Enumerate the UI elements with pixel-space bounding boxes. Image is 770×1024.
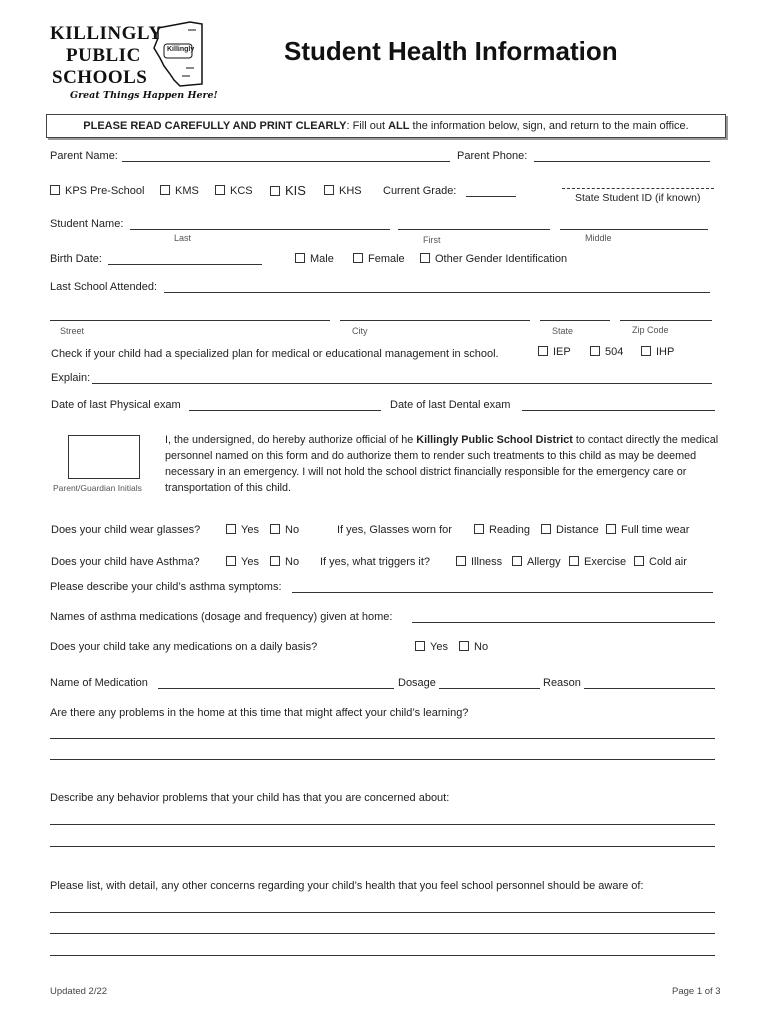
- last-name-field[interactable]: [130, 229, 390, 230]
- checkbox-icon[interactable]: [569, 556, 579, 566]
- page-number: Page 1 of 3: [672, 986, 721, 997]
- checkbox-icon[interactable]: [226, 556, 236, 566]
- home-problems-line[interactable]: [50, 759, 715, 760]
- parent-name-label: Parent Name:: [50, 150, 118, 162]
- current-grade-label: Current Grade:: [383, 185, 457, 197]
- checkbox-icon[interactable]: [160, 185, 170, 195]
- birth-date-label: Birth Date:: [50, 253, 102, 265]
- asthma-yes[interactable]: Yes: [226, 556, 259, 568]
- asthma-option[interactable]: Exercise: [569, 556, 626, 568]
- instructions-all: ALL: [388, 120, 410, 132]
- glasses-question: Does your child wear glasses?: [51, 524, 201, 536]
- school-option[interactable]: KCS: [215, 185, 253, 197]
- checkbox-icon[interactable]: [324, 185, 334, 195]
- state-field[interactable]: [540, 320, 610, 321]
- first-caption: First: [423, 235, 441, 245]
- asthma-followup: If yes, what triggers it?: [320, 556, 431, 568]
- parent-phone-field[interactable]: [534, 161, 710, 162]
- daily-meds-no[interactable]: No: [459, 641, 488, 653]
- behavior-line[interactable]: [50, 846, 715, 847]
- asthma-meds-label: Names of asthma medications (dosage and frequency) given at home:: [50, 611, 393, 623]
- checkbox-icon[interactable]: [50, 185, 60, 195]
- glasses-no[interactable]: No: [270, 524, 299, 536]
- middle-caption: Middle: [585, 233, 612, 243]
- checkbox-icon[interactable]: [634, 556, 644, 566]
- medication-name-label: Name of Medication: [50, 677, 148, 689]
- asthma-option[interactable]: Illness: [456, 556, 502, 568]
- asthma-no[interactable]: No: [270, 556, 299, 568]
- birth-date-field[interactable]: [108, 264, 262, 265]
- checkbox-icon[interactable]: [270, 186, 280, 196]
- checkbox-icon[interactable]: [474, 524, 484, 534]
- checkbox-icon[interactable]: [353, 253, 363, 263]
- city-caption: City: [352, 326, 368, 336]
- instructions-box: [46, 114, 726, 138]
- plan-option[interactable]: 504: [590, 346, 623, 358]
- asthma-meds-field[interactable]: [412, 622, 715, 623]
- daily-meds-question: Does your child take any medications on a daily basis?: [50, 641, 318, 653]
- last-school-field[interactable]: [164, 292, 710, 293]
- asthma-question: Does your child have Asthma?: [51, 556, 200, 568]
- zip-field[interactable]: [620, 320, 712, 321]
- town-map-icon: [150, 18, 206, 90]
- district-name: Killingly Public School District: [416, 434, 573, 446]
- checkbox-icon[interactable]: [606, 524, 616, 534]
- street-field[interactable]: [50, 320, 330, 321]
- last-school-label: Last School Attended:: [50, 281, 158, 293]
- medication-name-field[interactable]: [158, 688, 394, 689]
- checkbox-icon[interactable]: [270, 524, 280, 534]
- checkbox-icon[interactable]: [420, 253, 430, 263]
- logo-line-3: SCHOOLS: [52, 67, 148, 88]
- updated-date: Updated 2/22: [50, 986, 108, 997]
- checkbox-icon[interactable]: [541, 524, 551, 534]
- checkbox-icon[interactable]: [641, 346, 651, 356]
- physical-exam-field[interactable]: [189, 410, 381, 411]
- concerns-line[interactable]: [50, 912, 715, 913]
- initials-caption: Parent/Guardian Initials: [53, 483, 142, 493]
- reason-label: Reason: [543, 677, 581, 689]
- daily-meds-yes[interactable]: Yes: [415, 641, 448, 653]
- concerns-line[interactable]: [50, 955, 715, 956]
- authorization-text: I, the undersigned, do hereby authorize official of he Killingly Public School District to contact directly the medical personnel named on this form and do authorize them to render such treatments to this child as may be deemed necessary in an emergency. I will not hold the school district financially responsible for the emergency care or transportation of this child.: [165, 434, 719, 494]
- reason-field[interactable]: [584, 688, 715, 689]
- checkbox-icon[interactable]: [459, 641, 469, 651]
- instructions-text-2: the information below, sign, and return to the main office.: [409, 120, 689, 132]
- home-problems-label: Are there any problems in the home at this time that might affect your child’s learning?: [50, 707, 469, 719]
- concerns-label: Please list, with detail, any other concerns regarding your child’s health that you feel school personnel should be aware of:: [50, 880, 644, 892]
- glasses-followup: If yes, Glasses worn for: [337, 524, 452, 536]
- gender-option[interactable]: Female: [353, 253, 405, 265]
- asthma-option[interactable]: Allergy: [512, 556, 561, 568]
- checkbox-icon[interactable]: [456, 556, 466, 566]
- gender-option[interactable]: Male: [295, 253, 334, 265]
- zip-caption: Zip Code: [632, 325, 669, 335]
- state-id-label: State Student ID (if known): [575, 192, 701, 204]
- city-field[interactable]: [340, 320, 530, 321]
- logo-map-label: Killingly: [167, 46, 195, 53]
- glasses-option[interactable]: Distance: [541, 524, 599, 536]
- checkbox-icon[interactable]: [538, 346, 548, 356]
- asthma-symptoms-field[interactable]: [292, 592, 713, 593]
- dental-exam-field[interactable]: [522, 410, 715, 411]
- first-name-field[interactable]: [398, 229, 550, 230]
- checkbox-icon[interactable]: [215, 185, 225, 195]
- school-option[interactable]: KHS: [324, 185, 362, 197]
- home-problems-line[interactable]: [50, 738, 715, 739]
- school-option[interactable]: KPS Pre-School: [50, 185, 144, 197]
- street-caption: Street: [60, 326, 85, 336]
- dosage-field[interactable]: [439, 688, 540, 689]
- plan-option[interactable]: IHP: [641, 346, 674, 358]
- middle-name-field[interactable]: [560, 229, 708, 230]
- asthma-symptoms-label: Please describe your child’s asthma symptoms:: [50, 581, 282, 593]
- current-grade-field[interactable]: [466, 196, 516, 197]
- glasses-option[interactable]: Reading: [474, 524, 530, 536]
- glasses-option[interactable]: Full time wear: [606, 524, 689, 536]
- checkbox-icon[interactable]: [590, 346, 600, 356]
- checkbox-icon[interactable]: [226, 524, 236, 534]
- parent-phone-label: Parent Phone:: [457, 150, 528, 162]
- gender-option[interactable]: Other Gender Identification: [420, 253, 567, 265]
- explain-label: Explain:: [51, 372, 91, 384]
- instructions-text-1: : Fill out: [346, 120, 389, 132]
- checkbox-icon[interactable]: [295, 253, 305, 263]
- last-caption: Last: [174, 233, 192, 243]
- plan-question: Check if your child had a specialized plan for medical or educational management in school.: [51, 348, 499, 360]
- physical-exam-label: Date of last Physical exam: [51, 399, 181, 411]
- school-option[interactable]: KIS: [270, 183, 306, 198]
- checkbox-icon[interactable]: [270, 556, 280, 566]
- page-title: Student Health Information: [284, 36, 618, 66]
- logo-line-1: KILLINGLY: [50, 23, 163, 44]
- checkbox-icon[interactable]: [415, 641, 425, 651]
- initials-box[interactable]: [68, 435, 140, 479]
- dosage-label: Dosage: [398, 677, 436, 689]
- plan-option[interactable]: IEP: [538, 346, 571, 358]
- state-caption: State: [552, 326, 574, 336]
- behavior-label: Describe any behavior problems that your child has that you are concerned about:: [50, 792, 450, 804]
- behavior-line[interactable]: [50, 824, 715, 825]
- student-name-label: Student Name:: [50, 218, 124, 230]
- dental-exam-label: Date of last Dental exam: [390, 399, 511, 411]
- concerns-line[interactable]: [50, 933, 715, 934]
- state-id-field[interactable]: [562, 188, 714, 189]
- explain-field[interactable]: [92, 383, 712, 384]
- logo-line-2: PUBLIC: [66, 45, 141, 66]
- glasses-yes[interactable]: Yes: [226, 524, 259, 536]
- instructions-bold: PLEASE READ CAREFULLY AND PRINT CLEARLY: [83, 120, 347, 132]
- parent-name-field[interactable]: [122, 161, 450, 162]
- logo-tagline: Great Things Happen Here!: [70, 90, 218, 101]
- school-option[interactable]: KMS: [160, 185, 199, 197]
- checkbox-icon[interactable]: [512, 556, 522, 566]
- asthma-option[interactable]: Cold air: [634, 556, 687, 568]
